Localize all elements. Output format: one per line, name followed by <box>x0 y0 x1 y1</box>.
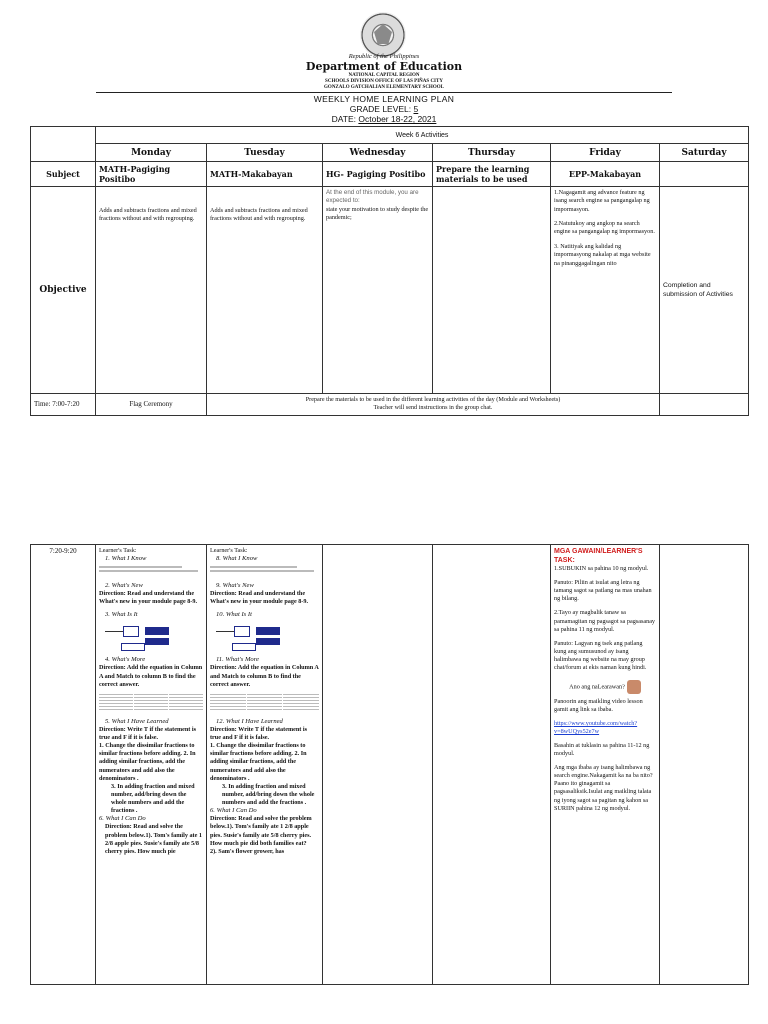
objective-wednesday-intro: At the end of this module, you are expected to: <box>326 189 419 205</box>
day-wednesday: Wednesday <box>323 144 433 162</box>
subject-friday: EPP-Makabayan <box>551 162 660 187</box>
friday-tasks <box>551 545 660 985</box>
daily-preparation-note <box>207 394 660 416</box>
date-value: October 18-22, 2021 <box>358 114 437 124</box>
friday-panuto-1: Panuto: Piliin at isulat ang letra ng tamang sagot sa patlang na mas unahan ng bilang. <box>554 579 652 603</box>
objective-friday-3: 3. Natitiyak ang kalidad ng impormasyong nakalap at mga website na pinanggagalingan nito <box>554 242 651 267</box>
weekly-plan-table <box>30 126 749 416</box>
monday-whats-more-text: Direction: Add the equation in Column A and Match to column B to find the correct answer. <box>99 664 203 688</box>
monday-learned-item-3: 3. In adding fraction and mixed number, add/bring down the whole numbers and add the fractions . <box>111 782 195 814</box>
friday-tuklasin: Basahin at tuklasin sa pahina 11-12 ng modyul. <box>554 742 650 758</box>
tuesday-whats-new: 9. What's New <box>216 581 254 589</box>
objective-friday-2: 2.Natutukoy ang angkop na search engine sa pangangalap ng impormasyon. <box>554 220 655 236</box>
republic-line: Republic of the Philippines <box>348 53 420 60</box>
friday-picture-question-text: Ano ang naLearawan? <box>569 683 625 691</box>
flag-ceremony: Flag Ceremony <box>96 394 207 416</box>
tuesday-what-i-know: 8. What I Know <box>216 555 258 563</box>
grade-label: GRADE LEVEL: <box>349 104 414 114</box>
monday-what-i-learned: 5. What I Have Learned <box>105 717 169 725</box>
tuesday-matching-table <box>210 692 319 712</box>
subject-label: Subject <box>31 162 96 187</box>
picture-icon <box>627 680 641 694</box>
subject-thursday: Prepare the learning materials to be used <box>433 162 551 187</box>
objective-wednesday-body: state your motivation to study despite the pandemic; <box>326 205 429 222</box>
tuesday-know-image <box>210 566 319 576</box>
tuesday-whats-new-text: Direction: Read and understand the What's new in your module page 8-9. <box>210 590 309 606</box>
youtube-link[interactable]: https://www.youtube.com/watch?v=8wUQys52e7w <box>554 720 638 736</box>
objective-wednesday <box>323 187 433 394</box>
deped-seal-logo <box>360 12 406 58</box>
learning-tasks-table <box>30 544 749 985</box>
department-title: Department of Education <box>305 60 463 73</box>
monday-learned-text: Direction: Write T if the statement is true and F if it is false. <box>99 726 197 742</box>
preparation-note-1: Prepare the materials to be used in the different learning activities of the day (Module and Worksheets) <box>305 396 561 403</box>
tuesday-tasks <box>207 545 323 985</box>
subject-monday: MATH-Pagiging Positibo <box>96 162 207 187</box>
tuesday-whats-more-text: Direction: Add the equation in Column A and Match to column B to find the correct answer. <box>210 664 319 688</box>
header-divider <box>96 92 672 93</box>
friday-video-lesson: Panoorin ang maikling video lesson gamit ang link sa ibaba. <box>554 697 643 713</box>
friday-panuto-2: Panuto: Lagyan ng tsek ang patlang kung ang sumusunod ay isang halimbawa ng website na may group chat/forum at ekis naman kung hindi. <box>554 639 647 671</box>
region-line: NATIONAL CAPITAL REGION <box>348 73 420 78</box>
saturday-blank <box>660 394 749 416</box>
wednesday-tasks <box>323 545 433 985</box>
friday-video-link[interactable] <box>554 720 656 736</box>
monday-whats-new: 2. What's New <box>105 581 143 589</box>
tuesday-whats-more: 11. What's More <box>216 655 259 663</box>
date-label: DATE: <box>331 114 359 124</box>
saturday-tasks <box>660 545 749 985</box>
school-line: GONZALO GATCHALIAN ELEMENTARY SCHOOL <box>324 85 444 90</box>
day-saturday: Saturday <box>660 144 749 162</box>
objective-friday-1: 1.Nagagamit ang advance feature ng isang search engine sa pangangalap ng impormasyon. <box>554 189 650 213</box>
grade-level <box>0 105 768 114</box>
subject-tuesday: MATH-Makabayan <box>207 162 323 187</box>
monday-what-i-can-do: 6. What I Can Do <box>99 814 146 822</box>
friday-subukin: 1.SUBUKIN sa pahina 10 ng modyul. <box>554 565 649 573</box>
monday-task-title: Learner's Task: <box>99 547 137 554</box>
day-monday: Monday <box>96 144 207 162</box>
tuesday-learned-item-1: 1. Change the dissimilar fractions to similar fractions before adding. 2. In adding similar fractions, add the numerators and add also the denominators . <box>210 742 307 782</box>
plan-date <box>0 115 768 124</box>
tuesday-what-i-can-do: 6. What I Can Do <box>210 806 257 814</box>
objective-monday: Adds and subtracts fractions and mixed fractions without and with regrouping. <box>96 187 207 394</box>
corner-cell <box>31 127 96 162</box>
subject-wednesday: HG- Pagiging Positibo <box>323 162 433 187</box>
objective-friday <box>551 187 660 394</box>
tuesday-task-title: Learner's Task: <box>210 547 248 554</box>
time-slot-1: Time: 7:00-7:20 <box>31 394 96 416</box>
monday-what-i-know: 1. What I Know <box>105 555 147 563</box>
tuesday-fraction-diagram <box>210 623 319 653</box>
day-friday: Friday <box>551 144 660 162</box>
friday-task-heading: MGA GAWAIN/LEARNER'S TASK: <box>554 548 643 565</box>
division-line: SCHOOLS DIVISION OFFICE OF LAS PIÑAS CITY <box>325 79 443 84</box>
day-tuesday: Tuesday <box>207 144 323 162</box>
thursday-tasks <box>433 545 551 985</box>
week-label: Week 6 Activities <box>96 127 749 144</box>
grade-value: 5 <box>413 104 419 114</box>
tuesday-what-i-learned: 12. What I Have Learned <box>216 717 283 725</box>
monday-matching-table <box>99 692 203 712</box>
plan-title: WEEKLY HOME LEARNING PLAN <box>313 94 455 104</box>
monday-fraction-diagram <box>99 623 203 653</box>
time-slot-2: 7:20-9:20 <box>31 545 96 985</box>
day-thursday: Thursday <box>433 144 551 162</box>
friday-suriin: Ang mga ibaba ay isang halimbawa ng search engine.Nakagamit ka na ba nito? Paano ito ginagamit sa pagsasaliksik.Isulat ang maikling talata ng iyong sagot sa pagitan ng kahon sa SURIIN pahina 12 ng modyul. <box>554 764 653 812</box>
objective-thursday <box>433 187 551 394</box>
monday-tasks <box>96 545 207 985</box>
monday-whats-more: 4. What's More <box>105 655 146 663</box>
tuesday-can-do-more: 2). Sam's flower grower, has <box>210 847 285 855</box>
monday-can-do-text: Direction: Read and solve the problem below.1). Tom's family ate 1 2/8 apple pies. Susie's family ate 5/8 cherry pies. How much pie <box>105 823 202 855</box>
objective-label: Objective <box>31 187 96 394</box>
subject-saturday <box>660 162 749 187</box>
tuesday-learned-item-3: 3. In adding fraction and mixed number, add/bring down the whole numbers and add the fractions . <box>222 782 315 806</box>
preparation-note-2: Teacher will send instructions in the group chat. <box>373 404 493 412</box>
monday-learned-item-1: 1. Change the dissimilar fractions to similar fractions before adding. 2. In adding similar fractions, add the numerators and add also the denominators . <box>99 742 196 782</box>
tuesday-what-is-it: 10. What Is It <box>216 611 252 619</box>
friday-picture-question <box>554 680 656 694</box>
monday-whats-new-text: Direction: Read and understand the What's new in your module page 8-9. <box>99 590 198 606</box>
monday-know-image <box>99 566 203 576</box>
objective-saturday: Completion and submission of Activities <box>660 187 749 394</box>
monday-what-is-it: 3. What Is It <box>105 611 138 619</box>
tuesday-can-do-text: Direction: Read and solve the problem below.1). Tom's family ate 1 2/8 apple pies. Susie's family ate 5/8 cherry pies. How much pie did both families eat? <box>210 815 312 847</box>
tuesday-learned-text: Direction: Write T if the statement is true and F if it is false. <box>210 726 308 742</box>
friday-balik-tanaw: 2.Tayo ay magbalik tanaw sa pamamagitan ng pagsagot sa pagsasanay sa pahina 11 ng modyul. <box>554 609 656 633</box>
objective-tuesday: Adds and subtracts fractions and mixed fractions without and with regrouping. <box>207 187 323 394</box>
